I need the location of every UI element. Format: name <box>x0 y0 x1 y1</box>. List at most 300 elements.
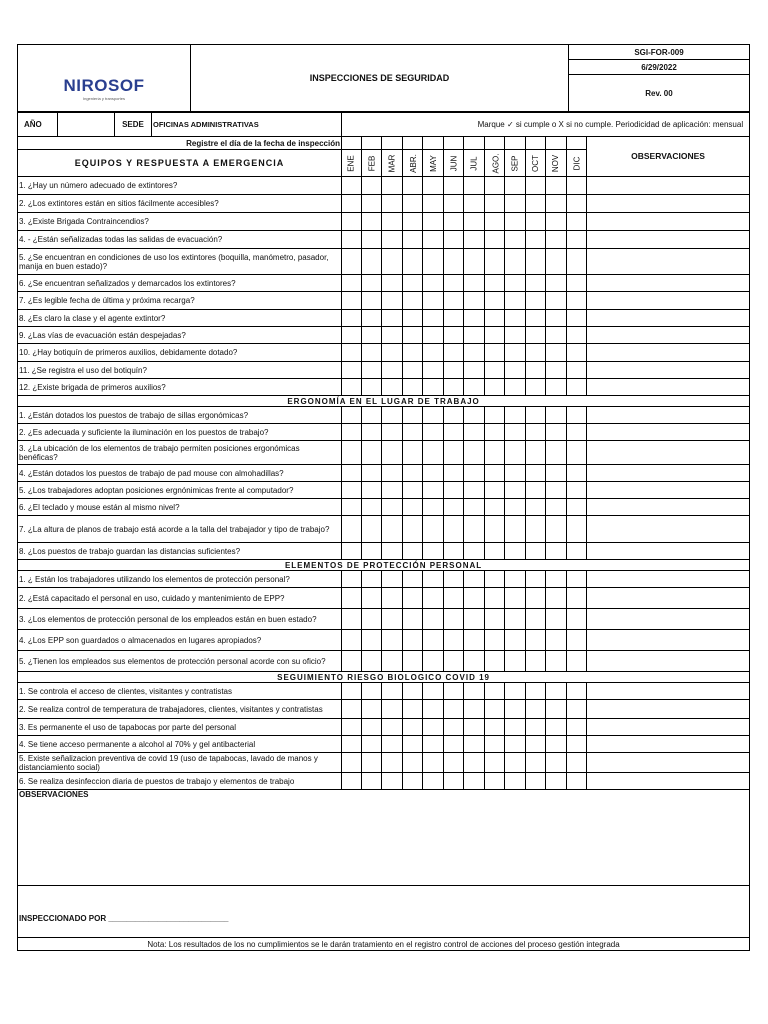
check-cell[interactable] <box>464 700 485 719</box>
check-cell[interactable] <box>567 588 587 609</box>
check-cell[interactable] <box>464 310 485 327</box>
check-cell[interactable] <box>485 213 505 231</box>
check-cell[interactable] <box>464 407 485 424</box>
check-cell[interactable] <box>362 588 382 609</box>
observation-cell[interactable] <box>587 292 750 310</box>
check-cell[interactable] <box>485 379 505 396</box>
check-cell[interactable] <box>403 407 423 424</box>
check-cell[interactable] <box>526 630 546 651</box>
check-cell[interactable] <box>464 571 485 588</box>
check-cell[interactable] <box>444 736 464 753</box>
check-cell[interactable] <box>382 327 403 344</box>
check-cell[interactable] <box>423 753 444 773</box>
check-cell[interactable] <box>362 310 382 327</box>
check-cell[interactable] <box>362 773 382 790</box>
check-cell[interactable] <box>464 292 485 310</box>
check-cell[interactable] <box>505 424 526 441</box>
check-cell[interactable] <box>464 543 485 560</box>
check-cell[interactable] <box>444 275 464 292</box>
check-cell[interactable] <box>342 249 362 275</box>
check-cell[interactable] <box>362 292 382 310</box>
check-cell[interactable] <box>546 213 567 231</box>
check-cell[interactable] <box>464 441 485 465</box>
check-cell[interactable] <box>546 753 567 773</box>
check-cell[interactable] <box>382 310 403 327</box>
check-cell[interactable] <box>444 362 464 379</box>
check-cell[interactable] <box>382 249 403 275</box>
check-cell[interactable] <box>382 195 403 213</box>
check-cell[interactable] <box>362 407 382 424</box>
check-cell[interactable] <box>526 310 546 327</box>
check-cell[interactable] <box>362 719 382 736</box>
check-cell[interactable] <box>444 609 464 630</box>
check-cell[interactable] <box>403 753 423 773</box>
check-cell[interactable] <box>526 344 546 362</box>
check-cell[interactable] <box>382 753 403 773</box>
check-cell[interactable] <box>362 499 382 516</box>
check-cell[interactable] <box>464 231 485 249</box>
check-cell[interactable] <box>505 441 526 465</box>
check-cell[interactable] <box>342 499 362 516</box>
check-cell[interactable] <box>526 736 546 753</box>
check-cell[interactable] <box>546 275 567 292</box>
check-cell[interactable] <box>444 465 464 482</box>
check-cell[interactable] <box>423 571 444 588</box>
check-cell[interactable] <box>526 683 546 700</box>
check-cell[interactable] <box>342 213 362 231</box>
check-cell[interactable] <box>342 465 362 482</box>
check-cell[interactable] <box>546 571 567 588</box>
check-cell[interactable] <box>526 424 546 441</box>
check-cell[interactable] <box>505 327 526 344</box>
check-cell[interactable] <box>403 609 423 630</box>
observation-cell[interactable] <box>587 213 750 231</box>
check-cell[interactable] <box>342 482 362 499</box>
check-cell[interactable] <box>526 773 546 790</box>
check-cell[interactable] <box>423 588 444 609</box>
check-cell[interactable] <box>485 630 505 651</box>
check-cell[interactable] <box>567 424 587 441</box>
check-cell[interactable] <box>526 213 546 231</box>
check-cell[interactable] <box>403 292 423 310</box>
check-cell[interactable] <box>526 482 546 499</box>
check-cell[interactable] <box>505 231 526 249</box>
check-cell[interactable] <box>546 683 567 700</box>
check-cell[interactable] <box>546 609 567 630</box>
check-cell[interactable] <box>403 651 423 672</box>
check-cell[interactable] <box>403 465 423 482</box>
check-cell[interactable] <box>464 609 485 630</box>
check-cell[interactable] <box>362 195 382 213</box>
check-cell[interactable] <box>485 773 505 790</box>
check-cell[interactable] <box>505 379 526 396</box>
check-cell[interactable] <box>342 292 362 310</box>
check-cell[interactable] <box>485 651 505 672</box>
date-day-cell[interactable] <box>342 137 362 150</box>
check-cell[interactable] <box>423 195 444 213</box>
check-cell[interactable] <box>423 482 444 499</box>
check-cell[interactable] <box>403 327 423 344</box>
check-cell[interactable] <box>505 407 526 424</box>
check-cell[interactable] <box>382 630 403 651</box>
check-cell[interactable] <box>526 407 546 424</box>
check-cell[interactable] <box>444 379 464 396</box>
check-cell[interactable] <box>464 195 485 213</box>
observation-cell[interactable] <box>587 773 750 790</box>
check-cell[interactable] <box>444 683 464 700</box>
check-cell[interactable] <box>423 630 444 651</box>
check-cell[interactable] <box>382 588 403 609</box>
check-cell[interactable] <box>567 231 587 249</box>
check-cell[interactable] <box>423 344 444 362</box>
check-cell[interactable] <box>546 630 567 651</box>
check-cell[interactable] <box>342 195 362 213</box>
check-cell[interactable] <box>362 379 382 396</box>
check-cell[interactable] <box>526 465 546 482</box>
check-cell[interactable] <box>382 482 403 499</box>
date-day-cell[interactable] <box>567 137 587 150</box>
check-cell[interactable] <box>342 344 362 362</box>
check-cell[interactable] <box>505 571 526 588</box>
check-cell[interactable] <box>403 499 423 516</box>
check-cell[interactable] <box>382 292 403 310</box>
check-cell[interactable] <box>546 292 567 310</box>
check-cell[interactable] <box>382 516 403 543</box>
check-cell[interactable] <box>464 630 485 651</box>
check-cell[interactable] <box>526 516 546 543</box>
year-field[interactable] <box>58 113 115 137</box>
check-cell[interactable] <box>546 700 567 719</box>
check-cell[interactable] <box>505 630 526 651</box>
check-cell[interactable] <box>546 465 567 482</box>
check-cell[interactable] <box>526 719 546 736</box>
check-cell[interactable] <box>567 379 587 396</box>
check-cell[interactable] <box>403 195 423 213</box>
check-cell[interactable] <box>444 344 464 362</box>
check-cell[interactable] <box>403 177 423 195</box>
check-cell[interactable] <box>403 275 423 292</box>
check-cell[interactable] <box>546 344 567 362</box>
check-cell[interactable] <box>505 609 526 630</box>
check-cell[interactable] <box>567 736 587 753</box>
check-cell[interactable] <box>546 441 567 465</box>
check-cell[interactable] <box>505 213 526 231</box>
check-cell[interactable] <box>485 362 505 379</box>
check-cell[interactable] <box>526 753 546 773</box>
check-cell[interactable] <box>464 753 485 773</box>
check-cell[interactable] <box>464 177 485 195</box>
check-cell[interactable] <box>444 441 464 465</box>
check-cell[interactable] <box>382 719 403 736</box>
check-cell[interactable] <box>464 482 485 499</box>
check-cell[interactable] <box>423 362 444 379</box>
check-cell[interactable] <box>342 700 362 719</box>
check-cell[interactable] <box>526 588 546 609</box>
check-cell[interactable] <box>546 327 567 344</box>
check-cell[interactable] <box>423 249 444 275</box>
check-cell[interactable] <box>505 753 526 773</box>
check-cell[interactable] <box>526 292 546 310</box>
observation-cell[interactable] <box>587 516 750 543</box>
check-cell[interactable] <box>546 231 567 249</box>
observation-cell[interactable] <box>587 275 750 292</box>
observation-cell[interactable] <box>587 424 750 441</box>
check-cell[interactable] <box>485 292 505 310</box>
check-cell[interactable] <box>546 516 567 543</box>
check-cell[interactable] <box>444 719 464 736</box>
check-cell[interactable] <box>382 424 403 441</box>
observation-cell[interactable] <box>587 177 750 195</box>
check-cell[interactable] <box>444 195 464 213</box>
check-cell[interactable] <box>567 249 587 275</box>
observation-cell[interactable] <box>587 379 750 396</box>
check-cell[interactable] <box>485 571 505 588</box>
check-cell[interactable] <box>505 362 526 379</box>
check-cell[interactable] <box>382 499 403 516</box>
check-cell[interactable] <box>362 327 382 344</box>
check-cell[interactable] <box>362 482 382 499</box>
check-cell[interactable] <box>444 213 464 231</box>
date-day-cell[interactable] <box>444 137 464 150</box>
date-day-cell[interactable] <box>423 137 444 150</box>
check-cell[interactable] <box>485 249 505 275</box>
check-cell[interactable] <box>505 543 526 560</box>
check-cell[interactable] <box>505 683 526 700</box>
check-cell[interactable] <box>464 379 485 396</box>
check-cell[interactable] <box>342 424 362 441</box>
check-cell[interactable] <box>485 275 505 292</box>
observation-cell[interactable] <box>587 231 750 249</box>
check-cell[interactable] <box>423 292 444 310</box>
date-day-cell[interactable] <box>485 137 505 150</box>
check-cell[interactable] <box>464 719 485 736</box>
check-cell[interactable] <box>423 310 444 327</box>
check-cell[interactable] <box>362 231 382 249</box>
check-cell[interactable] <box>423 275 444 292</box>
check-cell[interactable] <box>546 362 567 379</box>
check-cell[interactable] <box>485 499 505 516</box>
check-cell[interactable] <box>485 482 505 499</box>
check-cell[interactable] <box>546 651 567 672</box>
check-cell[interactable] <box>403 516 423 543</box>
check-cell[interactable] <box>342 379 362 396</box>
date-day-cell[interactable] <box>505 137 526 150</box>
check-cell[interactable] <box>526 571 546 588</box>
observation-cell[interactable] <box>587 310 750 327</box>
check-cell[interactable] <box>403 630 423 651</box>
date-day-cell[interactable] <box>382 137 403 150</box>
check-cell[interactable] <box>546 407 567 424</box>
check-cell[interactable] <box>546 719 567 736</box>
check-cell[interactable] <box>403 310 423 327</box>
check-cell[interactable] <box>342 441 362 465</box>
check-cell[interactable] <box>362 177 382 195</box>
check-cell[interactable] <box>423 736 444 753</box>
check-cell[interactable] <box>382 344 403 362</box>
check-cell[interactable] <box>567 683 587 700</box>
check-cell[interactable] <box>423 441 444 465</box>
check-cell[interactable] <box>382 651 403 672</box>
check-cell[interactable] <box>546 195 567 213</box>
observation-cell[interactable] <box>587 362 750 379</box>
check-cell[interactable] <box>403 736 423 753</box>
check-cell[interactable] <box>362 736 382 753</box>
check-cell[interactable] <box>423 719 444 736</box>
check-cell[interactable] <box>485 424 505 441</box>
check-cell[interactable] <box>567 292 587 310</box>
check-cell[interactable] <box>485 441 505 465</box>
observation-cell[interactable] <box>587 736 750 753</box>
check-cell[interactable] <box>403 482 423 499</box>
check-cell[interactable] <box>567 441 587 465</box>
check-cell[interactable] <box>382 213 403 231</box>
check-cell[interactable] <box>444 327 464 344</box>
check-cell[interactable] <box>526 499 546 516</box>
check-cell[interactable] <box>485 327 505 344</box>
check-cell[interactable] <box>342 516 362 543</box>
check-cell[interactable] <box>382 683 403 700</box>
check-cell[interactable] <box>526 609 546 630</box>
check-cell[interactable] <box>423 379 444 396</box>
check-cell[interactable] <box>505 249 526 275</box>
check-cell[interactable] <box>444 630 464 651</box>
check-cell[interactable] <box>505 499 526 516</box>
check-cell[interactable] <box>505 195 526 213</box>
check-cell[interactable] <box>342 609 362 630</box>
observation-cell[interactable] <box>587 195 750 213</box>
check-cell[interactable] <box>567 275 587 292</box>
check-cell[interactable] <box>444 588 464 609</box>
check-cell[interactable] <box>423 773 444 790</box>
check-cell[interactable] <box>423 700 444 719</box>
check-cell[interactable] <box>464 588 485 609</box>
check-cell[interactable] <box>362 465 382 482</box>
check-cell[interactable] <box>444 482 464 499</box>
check-cell[interactable] <box>444 177 464 195</box>
check-cell[interactable] <box>444 516 464 543</box>
check-cell[interactable] <box>382 609 403 630</box>
check-cell[interactable] <box>505 177 526 195</box>
check-cell[interactable] <box>423 683 444 700</box>
check-cell[interactable] <box>444 753 464 773</box>
check-cell[interactable] <box>403 588 423 609</box>
check-cell[interactable] <box>505 588 526 609</box>
check-cell[interactable] <box>526 651 546 672</box>
check-cell[interactable] <box>505 344 526 362</box>
check-cell[interactable] <box>464 424 485 441</box>
check-cell[interactable] <box>485 543 505 560</box>
inspected-by-field[interactable]: INSPECCIONADO POR ___________________________ <box>18 886 750 938</box>
check-cell[interactable] <box>403 441 423 465</box>
check-cell[interactable] <box>382 571 403 588</box>
check-cell[interactable] <box>382 543 403 560</box>
date-day-cell[interactable] <box>403 137 423 150</box>
check-cell[interactable] <box>403 424 423 441</box>
check-cell[interactable] <box>342 630 362 651</box>
check-cell[interactable] <box>546 310 567 327</box>
observation-cell[interactable] <box>587 588 750 609</box>
check-cell[interactable] <box>526 231 546 249</box>
check-cell[interactable] <box>403 773 423 790</box>
check-cell[interactable] <box>485 753 505 773</box>
observations-area[interactable]: OBSERVACIONES <box>18 790 750 886</box>
check-cell[interactable] <box>423 231 444 249</box>
check-cell[interactable] <box>485 516 505 543</box>
check-cell[interactable] <box>423 407 444 424</box>
date-day-cell[interactable] <box>526 137 546 150</box>
check-cell[interactable] <box>362 571 382 588</box>
check-cell[interactable] <box>444 310 464 327</box>
check-cell[interactable] <box>567 482 587 499</box>
check-cell[interactable] <box>403 231 423 249</box>
check-cell[interactable] <box>526 700 546 719</box>
check-cell[interactable] <box>526 379 546 396</box>
check-cell[interactable] <box>444 499 464 516</box>
check-cell[interactable] <box>342 407 362 424</box>
check-cell[interactable] <box>526 195 546 213</box>
check-cell[interactable] <box>464 362 485 379</box>
check-cell[interactable] <box>423 543 444 560</box>
check-cell[interactable] <box>403 700 423 719</box>
check-cell[interactable] <box>403 683 423 700</box>
check-cell[interactable] <box>505 719 526 736</box>
check-cell[interactable] <box>526 275 546 292</box>
observation-cell[interactable] <box>587 719 750 736</box>
check-cell[interactable] <box>546 588 567 609</box>
check-cell[interactable] <box>382 465 403 482</box>
check-cell[interactable] <box>485 177 505 195</box>
date-day-cell[interactable] <box>546 137 567 150</box>
observation-cell[interactable] <box>587 249 750 275</box>
date-day-cell[interactable] <box>362 137 382 150</box>
check-cell[interactable] <box>546 379 567 396</box>
check-cell[interactable] <box>444 424 464 441</box>
check-cell[interactable] <box>444 700 464 719</box>
check-cell[interactable] <box>546 424 567 441</box>
observation-cell[interactable] <box>587 344 750 362</box>
observation-cell[interactable] <box>587 700 750 719</box>
date-day-cell[interactable] <box>464 137 485 150</box>
check-cell[interactable] <box>567 543 587 560</box>
check-cell[interactable] <box>403 379 423 396</box>
check-cell[interactable] <box>567 499 587 516</box>
check-cell[interactable] <box>423 465 444 482</box>
check-cell[interactable] <box>382 379 403 396</box>
check-cell[interactable] <box>567 344 587 362</box>
check-cell[interactable] <box>423 327 444 344</box>
check-cell[interactable] <box>362 543 382 560</box>
check-cell[interactable] <box>382 362 403 379</box>
check-cell[interactable] <box>464 683 485 700</box>
check-cell[interactable] <box>362 651 382 672</box>
check-cell[interactable] <box>362 275 382 292</box>
check-cell[interactable] <box>403 571 423 588</box>
check-cell[interactable] <box>485 195 505 213</box>
check-cell[interactable] <box>567 327 587 344</box>
check-cell[interactable] <box>444 292 464 310</box>
check-cell[interactable] <box>403 719 423 736</box>
check-cell[interactable] <box>403 344 423 362</box>
check-cell[interactable] <box>546 249 567 275</box>
check-cell[interactable] <box>444 249 464 275</box>
check-cell[interactable] <box>423 499 444 516</box>
check-cell[interactable] <box>423 651 444 672</box>
check-cell[interactable] <box>526 362 546 379</box>
check-cell[interactable] <box>342 719 362 736</box>
check-cell[interactable] <box>464 499 485 516</box>
check-cell[interactable] <box>485 683 505 700</box>
check-cell[interactable] <box>546 773 567 790</box>
